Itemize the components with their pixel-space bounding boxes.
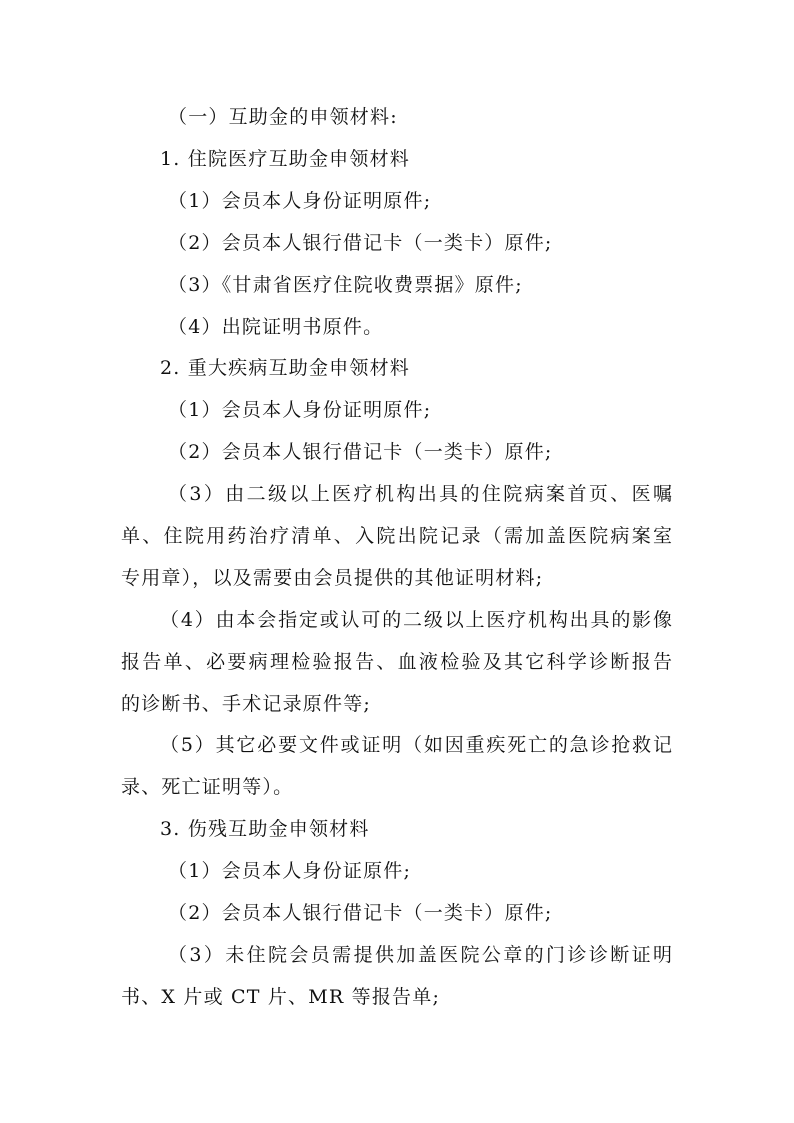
list-item-line: 报告单、必要病理检验报告、血液检验及其它科学诊断报告 <box>121 651 672 673</box>
list-item: （2）会员本人银行借记卡（一类卡）原件; <box>168 232 553 254</box>
list-item-line: （3）由二级以上医疗机构出具的住院病案首页、医嘱 <box>168 483 672 505</box>
list-item: （2）会员本人银行借记卡（一类卡）原件; <box>168 441 553 463</box>
list-item-line: 单、住院用药治疗清单、入院出院记录（需加盖医院病案室 <box>121 525 672 547</box>
list-item: （4）出院证明书原件。 <box>168 316 384 338</box>
list-item-line: 的诊断书、手术记录原件等; <box>121 693 372 715</box>
list-item-line: 书、X 片或 CT 片、MR 等报告单; <box>121 986 441 1008</box>
list-item: （1）会员本人身份证明原件; <box>168 190 432 212</box>
list-item-line: 专用章），以及需要由会员提供的其他证明材料; <box>121 567 544 589</box>
group-title-hospital: 1. 住院医疗互助金申领材料 <box>160 148 410 170</box>
group-title-disability: 3. 伤残互助金申领材料 <box>160 818 370 840</box>
list-item: （2）会员本人银行借记卡（一类卡）原件; <box>168 902 553 924</box>
list-item-line: （3）未住院会员需提供加盖医院公章的门诊诊断证明 <box>168 944 672 966</box>
section-heading: （一）互助金的申领材料: <box>168 106 398 128</box>
list-item-line: 录、死亡证明等）。 <box>121 776 294 798</box>
list-item: （3）《甘肃省医疗住院收费票据》原件; <box>168 274 523 296</box>
group-title-critical-illness: 2. 重大疾病互助金申领材料 <box>160 357 410 379</box>
list-item: （1）会员本人身份证明原件; <box>168 399 432 421</box>
list-item-line: （5）其它必要文件或证明（如因重疾死亡的急诊抢救记 <box>160 734 672 756</box>
list-item-line: （4）由本会指定或认可的二级以上医疗机构出具的影像 <box>160 609 672 631</box>
list-item: （1）会员本人身份证原件; <box>168 860 412 882</box>
